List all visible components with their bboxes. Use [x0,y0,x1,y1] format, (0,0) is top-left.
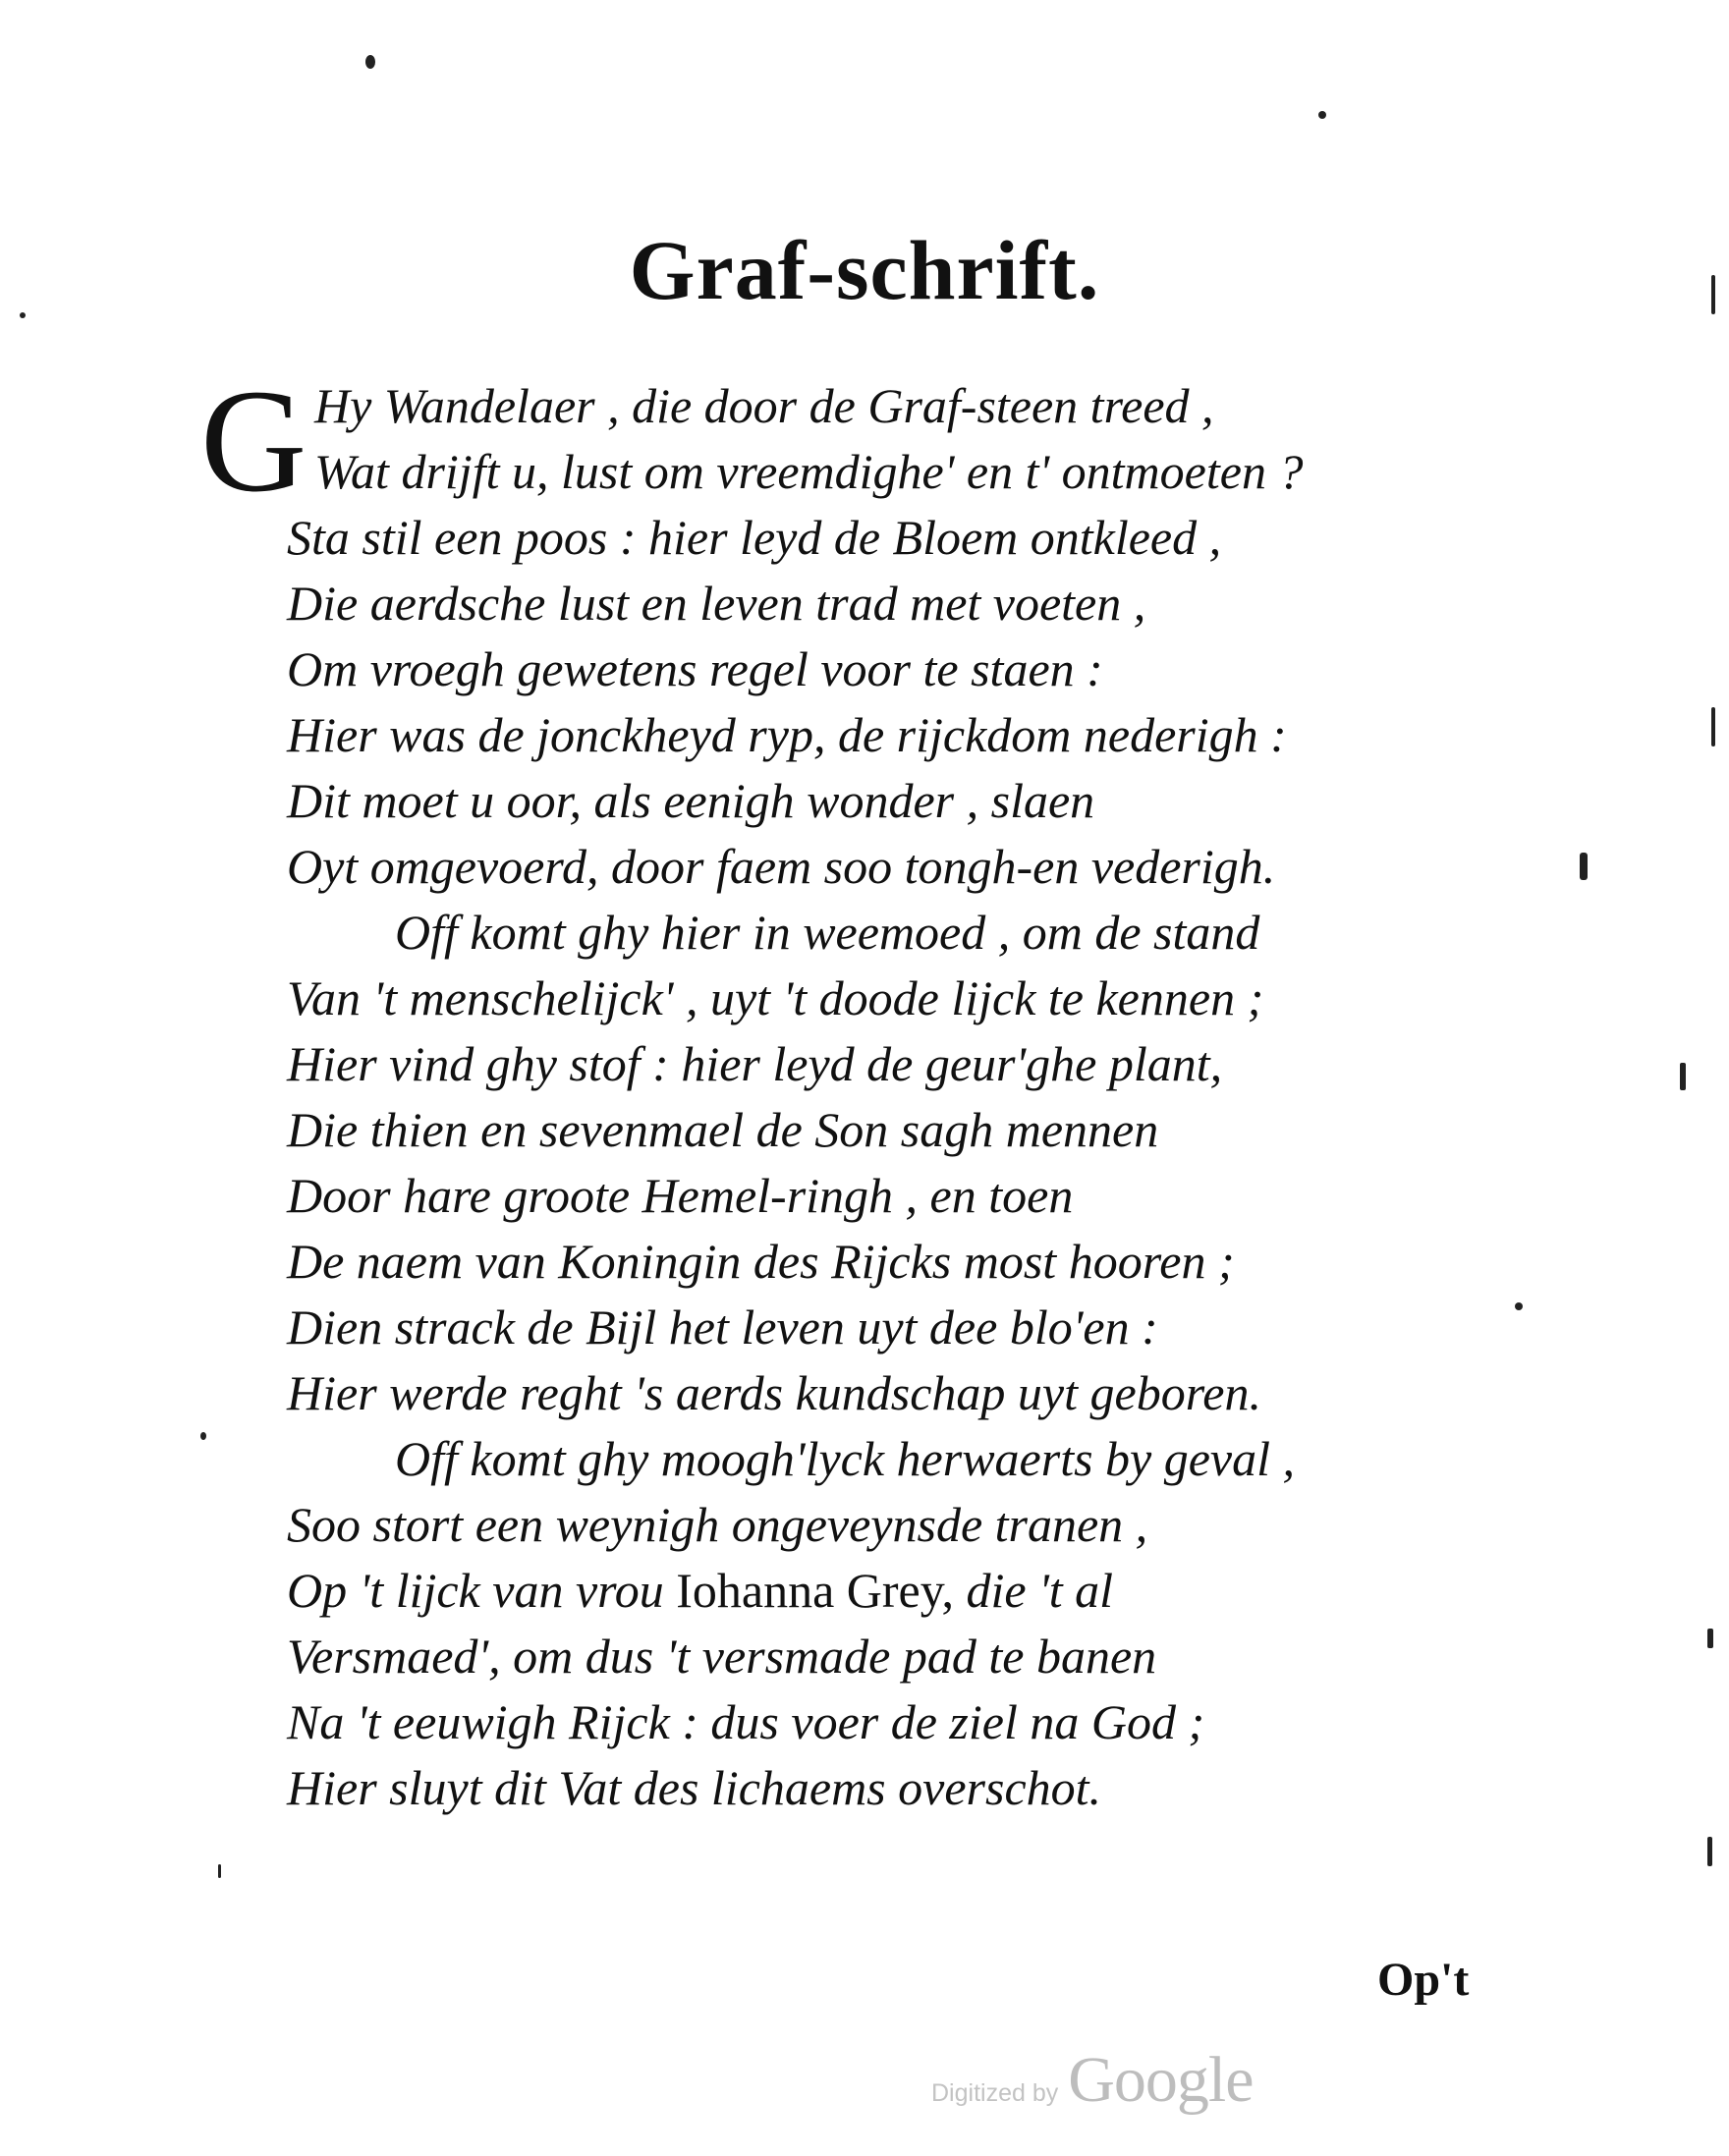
poem-line [287,900,1466,966]
drop-cap: G [200,359,307,523]
poem-line-text: Hier sluyt dit Vat des lichaems overschot. [287,1760,1102,1815]
poem-line [287,1097,1466,1163]
catchword: Op't [1377,1954,1470,2006]
poem-line-text: Off komt ghy moogh'lyck herwaerts by geval , [395,1431,1296,1486]
poem-line [287,1689,1466,1755]
poem-line [287,1163,1466,1229]
poem-line-text: Dien strack de Bijl het leven uyt dee blo'en : [287,1299,1158,1354]
poem-line [287,1624,1466,1689]
scan-speck [1711,275,1715,314]
poem-line-text: Hier was de jonckheyd ryp, de rijckdom nederigh : [287,707,1287,762]
poem-line-text: Hier vind ghy stof : hier leyd de geur'ghe plant, [287,1036,1223,1091]
poem-line-text: Om vroegh gewetens regel voor te staen : [287,641,1103,696]
poem-line-text: Oyt omgevoerd, door faem soo tongh-en vederigh. [287,839,1276,894]
scan-speck [1711,707,1715,746]
poem-line-text: De naem van Koningin des Rijcks most hooren ; [287,1234,1235,1289]
poem-body [200,359,1466,1821]
scan-speck [1707,1837,1712,1866]
poem-line [287,439,1466,505]
poem-line-text: Hier werde reght 's aerds kundschap uyt geboren. [287,1365,1261,1420]
poem-line [287,571,1466,636]
poem-line-text: Off komt ghy hier in weemoed , om de stand [395,905,1260,960]
poem-line-text: Van 't menschelijck' , uyt 't doode lijck te kennen ; [287,970,1264,1025]
poem-line [287,834,1466,900]
scan-speck [218,1864,221,1878]
scan-speck [1318,111,1326,119]
poem-line [287,1229,1466,1295]
poem-line-text: Wat drijft u, lust om vreemdighe' en t' ontmoeten ? [314,444,1304,499]
poem-line [287,505,1466,571]
poem-line-text: Dit moet u oor, als eenigh wonder , slaen [287,773,1095,828]
poem-line-text: Die aerdsche lust en leven trad met voeten , [287,576,1146,631]
scan-speck [1515,1302,1523,1310]
poem-line-text: Soo stort een weynigh ongeveynsde tranen , [287,1497,1148,1552]
poem-line-text: Sta stil een poos : hier leyd de Bloem ontkleed , [287,510,1222,565]
poem-line-name: Iohanna Grey, [676,1563,954,1618]
poem-line-text: Versmaed', om dus 't versmade pad te banen [287,1629,1157,1684]
poem-line [287,702,1466,768]
scan-speck [1707,1629,1713,1648]
scan-speck [1680,1063,1686,1090]
poem-line [287,1492,1466,1558]
poem-lines [287,373,1466,1821]
scan-speck [365,55,375,69]
poem-line-text: Op 't lijck van vrou [287,1563,664,1618]
scan-speck [200,1432,206,1440]
poem-line [287,1558,1466,1624]
google-logo: Google [1068,2044,1254,2116]
scan-speck [20,312,26,318]
poem-line [287,636,1466,702]
poem-line [287,768,1466,834]
poem-line-text: Door hare groote Hemel-ringh , en toen [287,1168,1074,1223]
poem-line [287,1295,1466,1360]
scan-speck [1580,853,1588,880]
page-title: Graf-schrift. [629,223,1100,317]
poem-line-text: Na 't eeuwigh Rijck : dus voer de ziel na God ; [287,1694,1205,1749]
poem-line [287,1031,1466,1097]
poem-line [287,1426,1466,1492]
poem-line [287,966,1466,1031]
poem-line [287,1360,1466,1426]
poem-line [287,373,1466,439]
poem-line-tail: die 't al [954,1563,1114,1618]
poem-line [287,1755,1466,1821]
digitized-watermark [931,2043,1254,2118]
watermark-prefix: Digitized by [931,2079,1059,2107]
poem-line-text: Die thien en sevenmael de Son sagh mennen [287,1102,1159,1157]
poem-line-text: Hy Wandelaer , die door de Graf-steen treed , [314,378,1214,433]
